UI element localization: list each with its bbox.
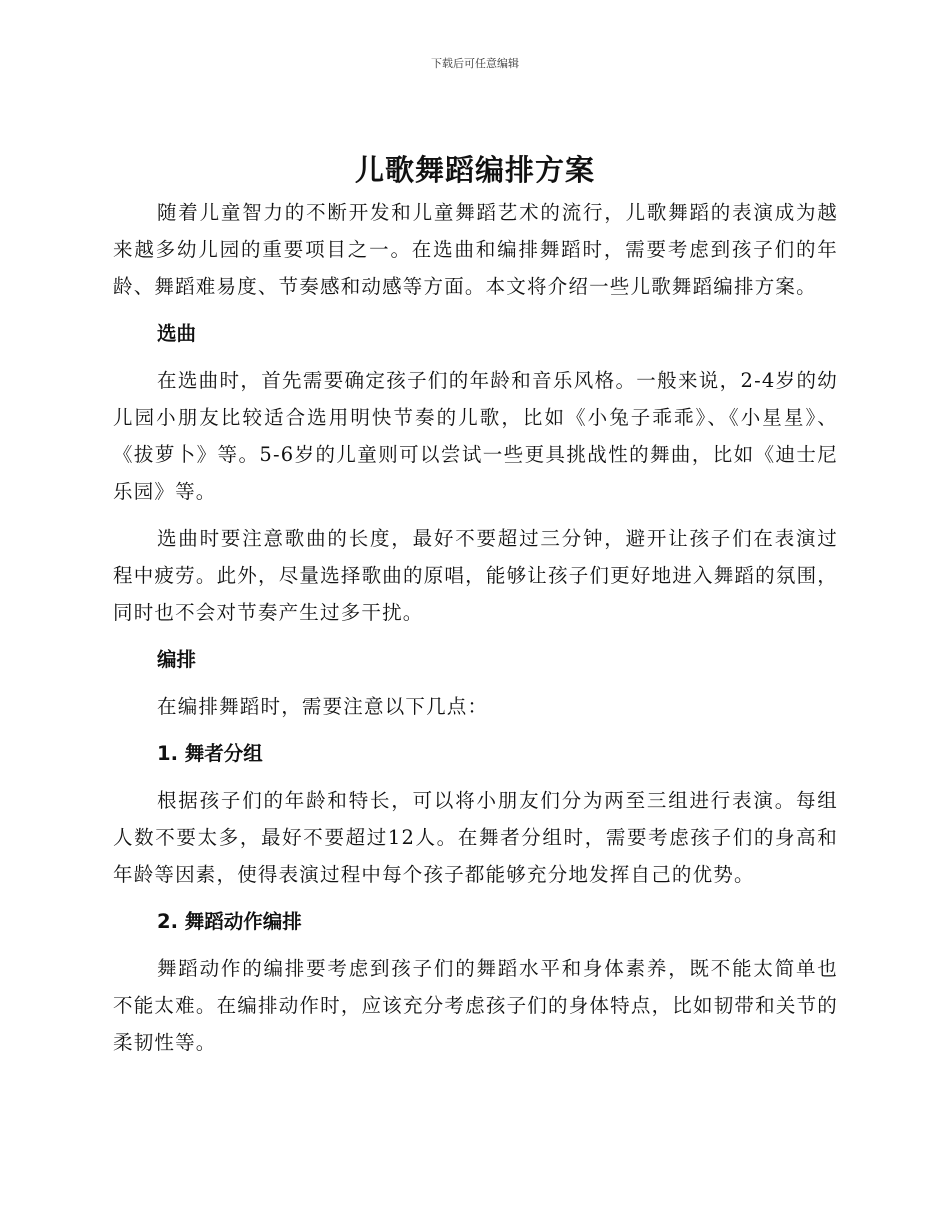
song-selection-paragraph: 在选曲时，首先需要确定孩子们的年龄和音乐风格。一般来说，2-4岁的幼儿园小朋友比较适合选用明快节奏的儿歌，比如《小兔子乖乖》、《小星星》、《拔萝卜》等。5-6岁的儿童则可以尝试一些更具挑战性的舞曲，比如《迪士尼乐园》等。 [113,369,838,503]
choreography-intro-paragraph: 在编排舞蹈时，需要注意以下几点： [157,695,489,718]
song-length-paragraph: 选曲时要注意歌曲的长度，最好不要超过三分钟，避开让孩子们在表演过程中疲劳。此外，尽量选择歌曲的原唱，能够让孩子们更好地进入舞蹈的氛围，同时也不会对节奏产生过多干扰。 [113,527,838,624]
section-heading-choreography: 编排 [157,648,197,671]
dance-moves-paragraph: 舞蹈动作的编排要考虑到孩子们的舞蹈水平和身体素养，既不能太简单也不能太难。在编排动作时，应该充分考虑孩子们的身体特点，比如韧带和关节的柔韧性等。 [113,957,838,1054]
section-heading-song-selection: 选曲 [157,322,197,345]
intro-paragraph: 随着儿童智力的不断开发和儿童舞蹈艺术的流行，儿歌舞蹈的表演成为越来越多幼儿园的重要项目之一。在选曲和编排舞蹈时，需要考虑到孩子们的年龄、舞蹈难易度、节奏感和动感等方面。本文将介绍一些儿歌舞蹈编排方案。 [113,201,838,298]
subheading-dancer-groups: 1. 舞者分组 [157,742,263,765]
dancer-groups-paragraph: 根据孩子们的年龄和特长，可以将小朋友们分为两至三组进行表演。每组人数不要太多，最好不要超过12人。在舞者分组时，需要考虑孩子们的身高和年龄等因素，使得表演过程中每个孩子都能够充分地发挥自己的优势。 [113,789,838,886]
subheading-dance-moves: 2. 舞蹈动作编排 [157,910,302,933]
page-header-note: 下载后可任意编辑 [431,57,519,70]
document-body [113,194,838,1071]
document-title: 儿歌舞蹈编排方案 [354,153,595,187]
